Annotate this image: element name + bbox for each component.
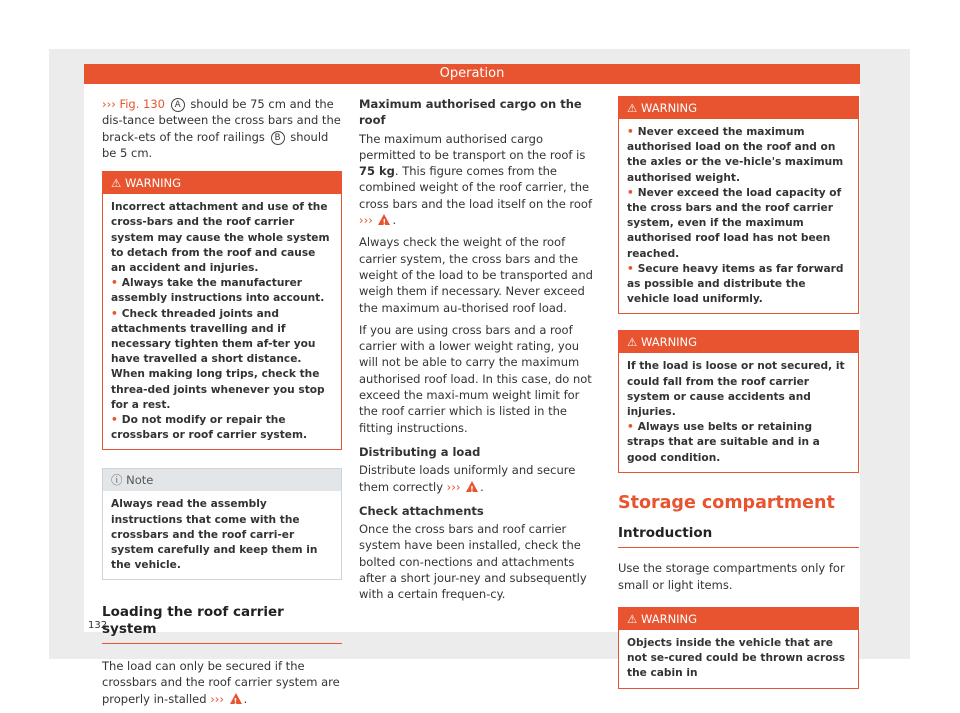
warning-title: WARNING [640,612,698,627]
section-title: Introduction [618,525,859,548]
text: Distribute loads uniformly and secure them correctly [359,463,576,494]
warning-header [619,331,858,353]
text: The maximum authorised cargo permitted to be transport on the roof is [359,131,586,162]
warning-triangle-icon: ⚠ [627,101,638,115]
warning-body [103,194,341,449]
note-header [103,469,341,491]
warning-triangle-icon [378,214,390,225]
intro-paragraph: Use the storage compartments only for small or light items. [618,561,845,592]
paragraph-max-cargo [359,131,600,229]
warning-box-2 [618,96,859,314]
ref-arrow: ››› [359,213,373,228]
subheading-max-cargo: Maximum authorised cargo on the roof [359,97,582,128]
warning-triangle-icon: ⚠ [111,176,122,191]
weight-value: 75 kg [359,164,395,179]
label-b-marker: B [271,131,285,145]
warning-body [619,119,858,313]
paragraph-check-weight: Always check the weight of the roof carrier system, the cross bars and the weight of the load to be transported and weigh them if necessary. Never exceed the maximum au-thorised roof load. [359,235,593,315]
warning-item: • Never exceed the maximum authorised load on the roof and on the axles or the ve-hicle's maximum authorised weight. [627,125,850,186]
warning-lead: If the load is loose or not secured, it could fall from the roof carrier system or cause accidents and injuries. [627,360,845,419]
page-number: 132 [88,620,108,631]
warning-box-4 [618,607,859,689]
paragraph-attachments: Once the cross bars and roof carrier system have been installed, check the bolted con-nections and attachments after a short jour-ney and subsequently with a certain frequen-cy. [359,522,587,602]
column-1 [102,96,342,713]
section-paragraph [102,658,342,707]
period: . [480,479,484,494]
warning-item: • Secure heavy items as far forward as possible and distribute the vehicle load uniformly. [627,262,850,308]
warning-title: WARNING [640,101,698,115]
label-a-marker: A [171,98,185,112]
warning-item: • Check threaded joints and attachments travelling and if necessary tighten them af-ter you have travelled a short distance. When making long trips, check the threa-ded joints whenever you stop for a rest. [111,307,333,413]
warning-header [619,97,858,119]
page-header: Operation [84,64,860,84]
ref-arrow: ››› [446,479,461,494]
warning-header [103,172,341,194]
paragraph-lower-rating: If you are using cross bars and a roof carrier with a lower weight rating, you will not be able to carry the maximum authorised roof load. In this case, do not exceed the maxi-mum weight limit for the roof carrier which is listed in the fitting instructions. [359,322,592,435]
warning-triangle-icon [466,481,478,492]
warning-triangle-icon: ⚠ [627,335,638,350]
warning-header [619,608,858,630]
warning-triangle-icon [230,693,242,704]
warning-box-3 [618,330,859,472]
section-text: The load can only be secured if the crossbars and the roof carrier system are properly in-stalled [102,659,340,706]
warning-body [619,353,858,471]
note-box [102,468,342,580]
intro-text-2: should be 5 cm. [102,129,329,160]
intro-text-1: should be 75 cm and the dis-tance between the cross bars and the brack-ets of the roof railings [102,97,341,144]
warning-title: WARNING [124,176,182,191]
intro-paragraph [102,96,342,161]
warning-item: • Never exceed the load capacity of the cross bars and the roof carrier system, even if the maximum authorised roof load has not been reached. [627,186,850,262]
subheading-distribute: Distributing a load [359,444,481,459]
paragraph-distribute [359,462,600,495]
warning-body: Objects inside the vehicle that are not se-cured could be thrown across the cabin in [627,637,846,680]
info-icon: ⓘ [111,473,123,488]
period: . [392,213,397,228]
warning-item: • Do not modify or repair the crossbars or roof carrier system. [111,413,333,443]
warning-lead: Incorrect attachment and use of the cross-bars and the roof carrier system may cause the whole system to detach from the roof and cause an accident and injuries. [111,201,330,274]
warning-title: WARNING [640,335,698,350]
warning-item: • Always take the manufacturer assembly instructions into account. [111,276,333,306]
ref-arrow: ››› [102,97,116,111]
warning-triangle-icon: ⚠ [627,612,638,627]
note-title: Note [126,473,154,488]
note-body: Always read the assembly instructions that come with the crossbars and the roof carri-er system carefully and keep them in the vehicle. [111,498,318,572]
subheading-attachments: Check attachments [359,503,484,518]
section-title: Loading the roof carrier system [102,604,342,644]
text: . This figure comes from the combined weight of the roof carrier, the cross bars and the load itself on the roof [359,164,593,211]
column-2 [359,96,600,609]
column-3 [618,96,859,701]
warning-item: • Always use belts or retaining straps that are suitable and in a good condition. [627,420,850,466]
warning-box-1 [102,171,342,450]
ref-arrow: ››› [210,691,224,706]
chapter-title: Storage compartment [618,492,835,513]
period: . [243,691,248,706]
figure-ref-link[interactable]: Fig. 130 [119,97,165,111]
